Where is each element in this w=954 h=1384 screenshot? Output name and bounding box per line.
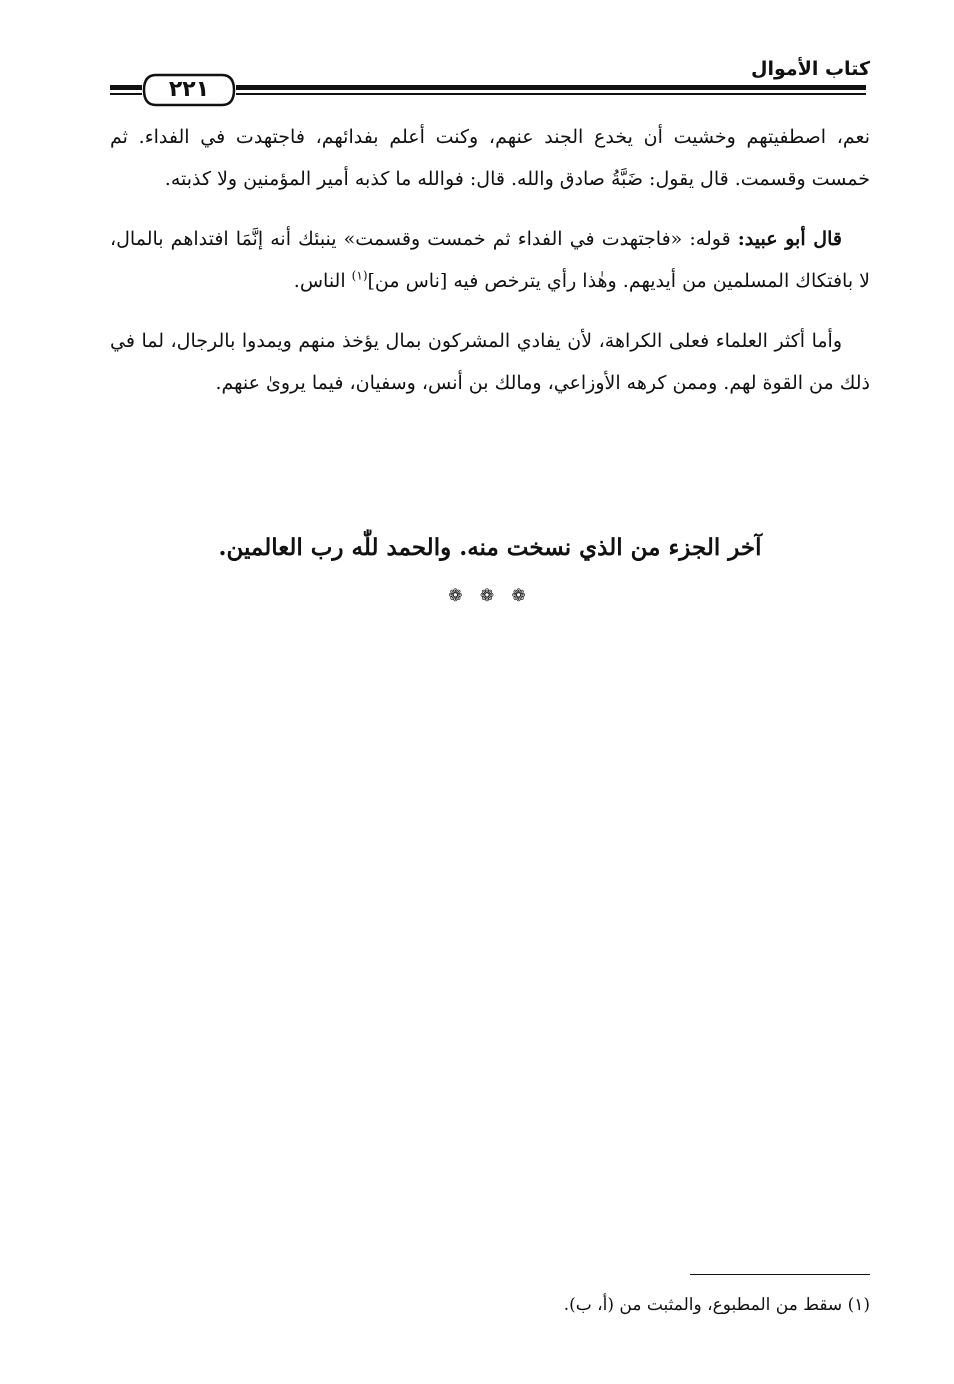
paragraph-1-text: نعم، اصطفيتهم وخشيت أن يخدع الجند عنهم، وكنت أعلم بفدائهم، فاجتهدت في الفداء. ثم خمست وقسمت. قال يقول: ضَبَّةُ صادق والله. قال: فوالله ما كذبه أمير المؤمنين ولا كذبته. <box>110 126 870 190</box>
footnote-text: (١) سقط من المطبوع، والمثبت من (أ، ب). <box>563 1295 870 1315</box>
footnote-divider <box>690 1274 870 1275</box>
page-number: ٢٢١ <box>168 77 210 102</box>
paragraph-2-text: قوله: «فاجتهدت في الفداء ثم خمست وقسمت» ينبئك أنه إنَّمَا افتداهم بالمال، لا بافتكاك المسلمين من أيديهم. وهٰذا رأي يترخص فيه [ناس من] <box>110 228 870 292</box>
paragraph-3-text: وأما أكثر العلماء فعلى الكراهة، لأن يفادي المشركون بمال يؤخذ منهم ويمدوا بالرجال، لما في ذلك من القوة لهم. وممن كرهه الأوزاعي، ومالك بن أنس، وسفيان، فيما يروىٰ عنهم. <box>110 330 870 394</box>
footnote-reference: (١) <box>351 268 368 283</box>
closing-line: آخر الجزء من الذي نسخت منه. والحمد للّٰه رب العالمين. <box>218 534 762 561</box>
running-title: كتاب الأموال <box>751 58 870 80</box>
paragraph-1 <box>110 116 870 200</box>
paragraph-2-lead: قال أبو عبيد: <box>737 228 842 250</box>
paragraph-2 <box>110 218 870 302</box>
paragraph-2-text-after: الناس. <box>293 270 352 292</box>
section-separator: ❁ ❁ ❁ <box>448 586 532 606</box>
paragraph-3 <box>110 320 870 404</box>
main-text <box>110 116 870 422</box>
page-number-badge <box>142 72 236 108</box>
